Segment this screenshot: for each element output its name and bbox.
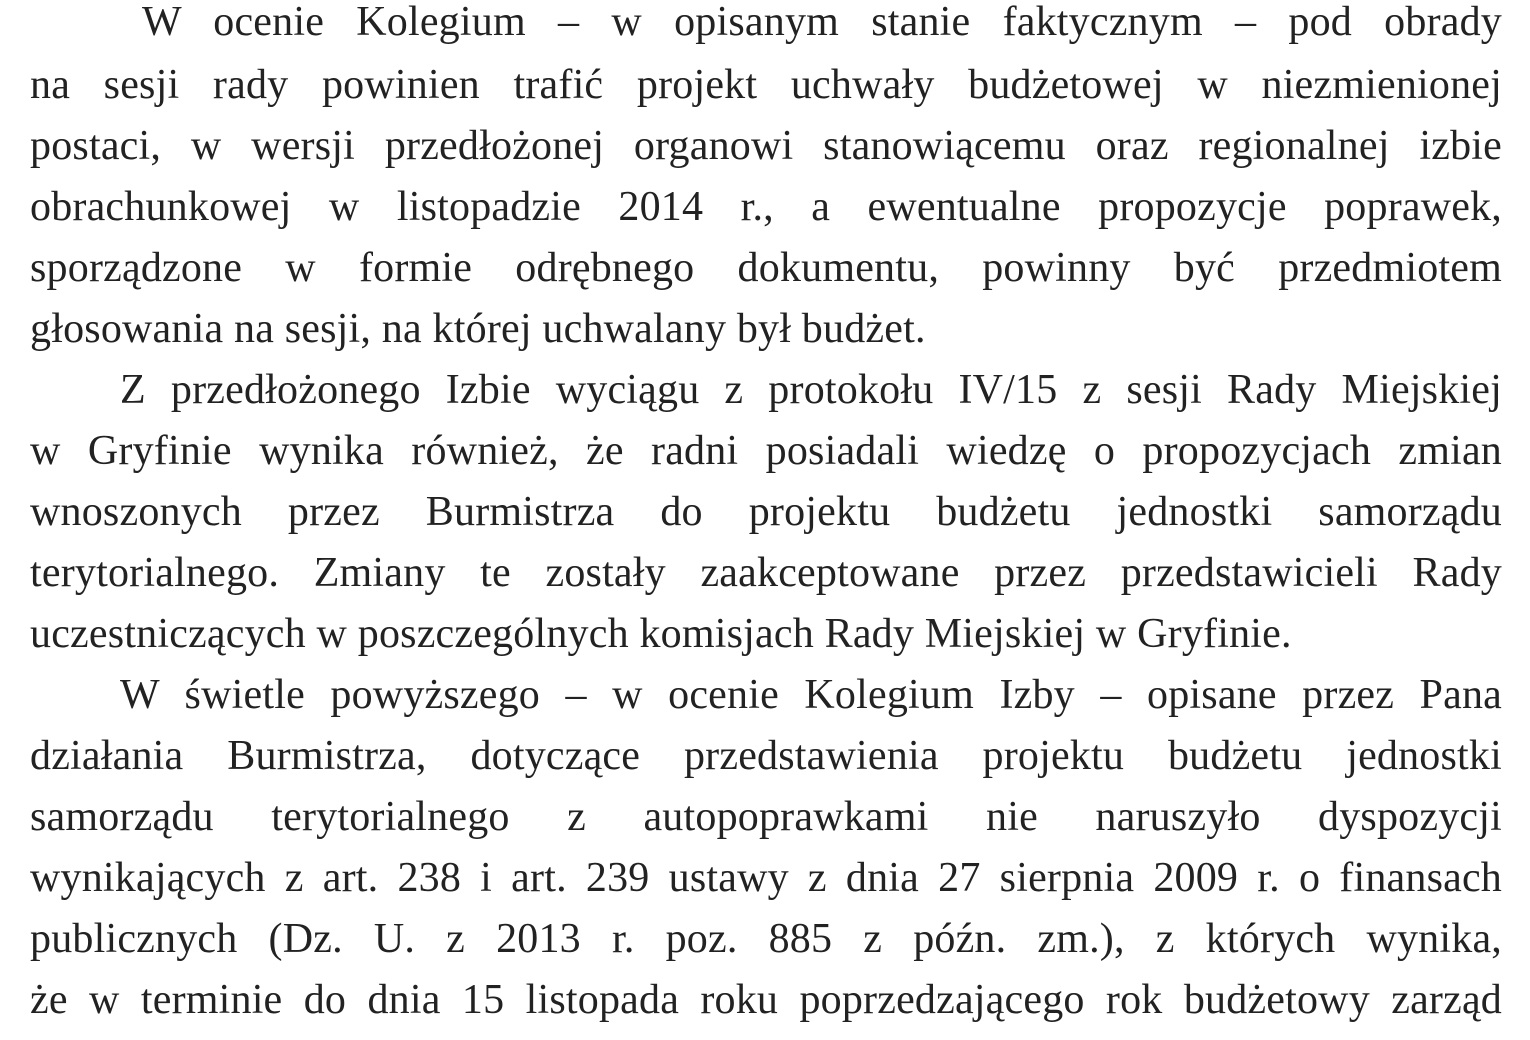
paragraph-1-line-2: na sesji rady powinien trafić projekt uchwały budżetowej w niezmienionej bbox=[30, 62, 1502, 108]
paragraph-3-line-5: publicznych (Dz. U. z 2013 r. poz. 885 z późn. zm.), z których wynika, bbox=[30, 916, 1502, 962]
document-page bbox=[30, 0, 1502, 1040]
paragraph-2-line-2: w Gryfinie wynika również, że radni posiadali wiedzę o propozycjach zmian bbox=[30, 428, 1502, 474]
paragraph-3-line-3: samorządu terytorialnego z autopoprawkami nie naruszyło dyspozycji bbox=[30, 794, 1502, 840]
paragraph-1-line-1: W ocenie Kolegium – w opisanym stanie faktycznym – pod obrady bbox=[142, 0, 1502, 45]
paragraph-1-line-5: sporządzone w formie odrębnego dokumentu, powinny być przedmiotem bbox=[30, 245, 1502, 291]
paragraph-3-line-4: wynikających z art. 238 i art. 239 ustawy z dnia 27 sierpnia 2009 r. o finansach bbox=[30, 855, 1502, 901]
paragraph-1-line-4: obrachunkowej w listopadzie 2014 r., a ewentualne propozycje poprawek, bbox=[30, 184, 1502, 230]
paragraph-2-line-5: uczestniczących w poszczególnych komisjach Rady Miejskiej w Gryfinie. bbox=[30, 611, 1292, 657]
paragraph-3-line-1: W świetle powyższego – w ocenie Kolegium Izby – opisane przez Pana bbox=[120, 672, 1502, 718]
paragraph-3-line-2: działania Burmistrza, dotyczące przedstawienia projektu budżetu jednostki bbox=[30, 733, 1502, 779]
paragraph-2-line-4: terytorialnego. Zmiany te zostały zaakceptowane przez przedstawicieli Rady bbox=[30, 550, 1502, 596]
paragraph-2-line-3: wnoszonych przez Burmistrza do projektu budżetu jednostki samorządu bbox=[30, 489, 1502, 535]
paragraph-1-line-6: głosowania na sesji, na której uchwalany był budżet. bbox=[30, 306, 926, 352]
paragraph-1-line-3: postaci, w wersji przedłożonej organowi stanowiącemu oraz regionalnej izbie bbox=[30, 123, 1502, 169]
paragraph-2-line-1: Z przedłożonego Izbie wyciągu z protokołu IV/15 z sesji Rady Miejskiej bbox=[120, 367, 1502, 413]
paragraph-3-line-6: że w terminie do dnia 15 listopada roku poprzedzającego rok budżetowy zarząd bbox=[30, 977, 1502, 1023]
